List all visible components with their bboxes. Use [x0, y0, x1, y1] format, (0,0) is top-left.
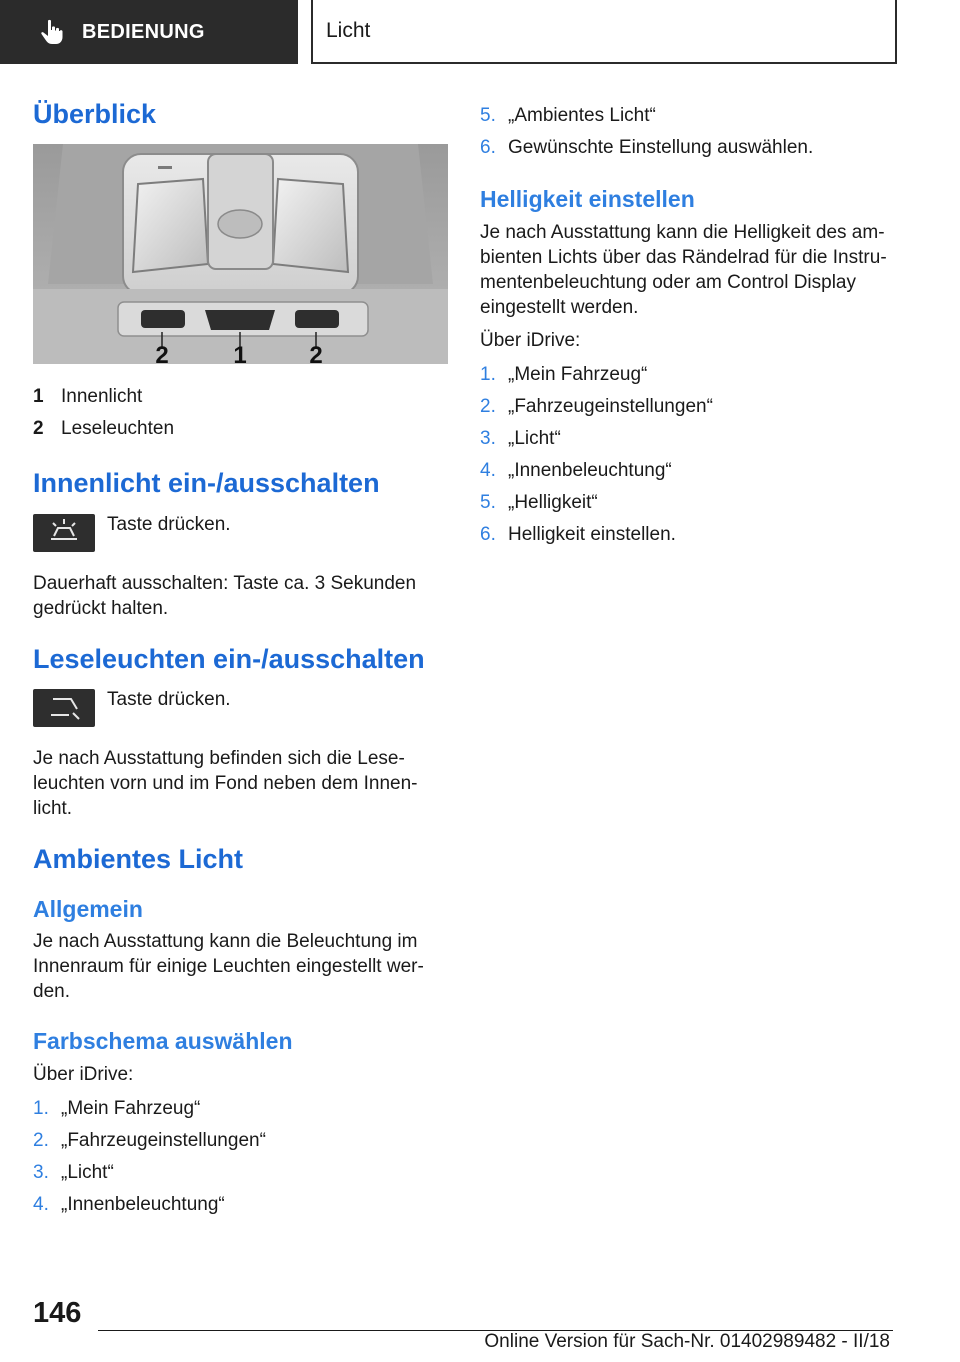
- helligkeit-steps: [480, 359, 895, 551]
- list-text: „Innenbeleuchtung“: [508, 459, 672, 481]
- list-number: 5.: [480, 105, 496, 126]
- list-item: [480, 519, 895, 551]
- list-text: „Mein Fahrzeug“: [61, 1097, 201, 1119]
- leseleuchten-heading: Leseleuchten ein-/ausschalten: [33, 643, 425, 674]
- chapter-header: [311, 0, 897, 64]
- farbschema-intro: Über iDrive:: [33, 1063, 134, 1085]
- allgemein-text: Je nach Ausstattung kann die Beleuchtung im Innenraum für einige Leuchten eingestellt werden.: [33, 931, 424, 1003]
- list-number: 6.: [480, 137, 496, 158]
- innenlicht-button-row: [33, 514, 448, 552]
- reading-light-button-icon: [33, 689, 95, 727]
- list-text: „Mein Fahrzeug“: [508, 363, 648, 385]
- chapter-title: Licht: [326, 19, 371, 42]
- list-text: „Fahrzeugeinstellungen“: [61, 1129, 266, 1151]
- list-text: „Helligkeit“: [508, 491, 598, 513]
- helligkeit-text: Je nach Ausstattung kann die Helligkeit des ambienten Lichts über das Rändelrad für die Instrumentenbeleuchtung oder am Control Display eingestellt werden.: [480, 221, 887, 318]
- legend-number: 2: [33, 418, 44, 440]
- list-number: 1.: [480, 363, 496, 385]
- list-item: [33, 1093, 448, 1125]
- farbschema-steps: [33, 1093, 448, 1221]
- list-text: „Fahrzeugeinstellungen“: [508, 395, 713, 417]
- hand-pointer-icon: [38, 18, 66, 46]
- figure-legend: [33, 381, 448, 445]
- list-item: [480, 100, 895, 132]
- list-number: 3.: [480, 427, 496, 449]
- list-text: „Ambientes Licht“: [508, 105, 656, 126]
- section-label: BEDIENUNG: [82, 20, 205, 43]
- legend-item: [33, 413, 448, 445]
- legend-text: Leseleuchten: [61, 418, 175, 440]
- list-number: 5.: [480, 491, 496, 513]
- footer-online-version: Online Version für Sach-Nr. 01402989482 - II/18: [484, 1331, 890, 1352]
- figure-label-right: 2: [309, 342, 323, 365]
- helligkeit-heading: Helligkeit einstellen: [480, 186, 695, 212]
- list-text: „Licht“: [508, 427, 561, 449]
- list-item: [480, 455, 895, 487]
- figure-label-center: 1: [233, 342, 247, 365]
- list-item: [480, 391, 895, 423]
- helligkeit-intro: Über iDrive:: [480, 329, 581, 351]
- left-column: [33, 98, 448, 1221]
- overview-heading: Überblick: [33, 99, 157, 129]
- legend-text: Innenlicht: [61, 386, 143, 408]
- list-number: 3.: [33, 1161, 49, 1183]
- list-number: 2.: [33, 1129, 49, 1151]
- list-number: 4.: [480, 459, 496, 481]
- leseleuchten-button-text: Taste drücken.: [107, 689, 231, 711]
- farbschema-heading: Farbschema auswählen: [33, 1028, 293, 1055]
- innenlicht-heading: Innenlicht ein-/ausschalten: [33, 468, 380, 499]
- list-number: 2.: [480, 395, 496, 417]
- list-item: [480, 132, 895, 164]
- list-item: [33, 1125, 448, 1157]
- leseleuchten-button-row: [33, 689, 448, 727]
- list-item: [33, 1189, 448, 1221]
- list-number: 4.: [33, 1193, 49, 1215]
- list-item: [480, 423, 895, 455]
- list-item: [480, 359, 895, 391]
- page-number: 146: [33, 1297, 82, 1329]
- ambientes-heading: Ambientes Licht: [33, 844, 244, 875]
- list-text: Helligkeit einstellen.: [508, 523, 676, 545]
- legend-item: [33, 381, 448, 413]
- list-number: 6.: [480, 523, 496, 545]
- interior-light-button-icon: [33, 514, 95, 552]
- list-item: [480, 487, 895, 519]
- leseleuchten-note: Je nach Ausstattung befinden sich die Leseleuchten vorn und im Fond neben dem Innenlicht.: [33, 748, 418, 820]
- section-tab: [0, 0, 298, 64]
- figure-label-left: 2: [155, 342, 169, 365]
- list-text: „Licht“: [61, 1161, 114, 1183]
- list-number: 1.: [33, 1097, 49, 1119]
- right-column: [480, 100, 895, 551]
- list-text: „Innenbeleuchtung“: [61, 1193, 225, 1215]
- list-text: Gewünschte Einstellung auswählen.: [508, 137, 814, 158]
- innenlicht-button-text: Taste drücken.: [107, 513, 231, 535]
- innenlicht-note: Dauerhaft ausschalten: Taste ca. 3 Sekunden gedrückt halten.: [33, 572, 417, 619]
- overhead-console-photo: [33, 144, 448, 364]
- legend-number: 1: [33, 386, 44, 408]
- allgemein-heading: Allgemein: [33, 895, 143, 922]
- farbschema-steps-continued: [480, 100, 895, 164]
- list-item: [33, 1157, 448, 1189]
